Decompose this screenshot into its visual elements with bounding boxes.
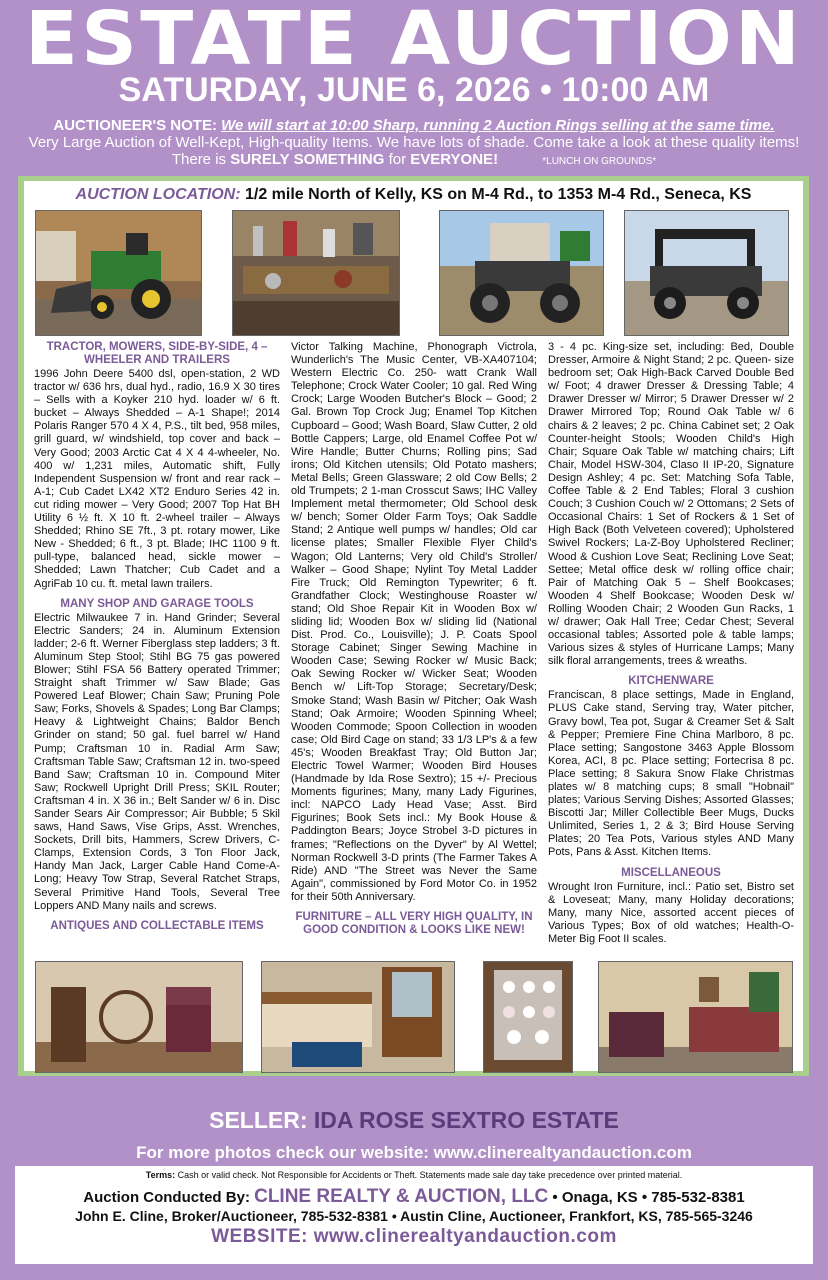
tractor-heading: TRACTOR, MOWERS, SIDE-BY-SIDE, 4 – WHEELER AND TRAILERS (46, 341, 268, 366)
location-text: 1/2 mile North of Kelly, KS on M-4 Rd., to 1353 M-4 Rd., Seneca, KS (244, 186, 752, 203)
misc-text: Wrought Iron Furniture, incl.: Patio set, Bistro set & Loveseat; Many, many Holiday decorations; Many, many Nice, assorted accent pieces of Various Types; Box of old watches; Health-O-Meter Big Foot II scales. (548, 880, 794, 945)
seller-name: IDA ROSE SEXTRO ESTATE (313, 1107, 619, 1133)
photo-living-room (598, 961, 793, 1073)
seller (0, 1107, 828, 1134)
photo-side-by-side (624, 210, 789, 336)
location-label: AUCTION LOCATION: (75, 186, 241, 203)
photo-antiques (35, 961, 243, 1073)
content-panel (24, 181, 803, 1071)
note-body: Very Large Auction of Well-Kept, High-quality Items. We have lots of shade. Come take a look at these quality items! There is (28, 134, 800, 168)
shop-text: Electric Milwaukee 7 in. Hand Grinder; Several Electric Sanders; 24 in. Aluminum Extension ladder; 2-6 ft. Werner Fiberglass step ladders; 3 ft. Aluminum Step Stool; Stihl BG 75 gas powered Blower; Stihl FSA 56 Battery operated Trimmer; Straight shaft Trimmer w/ Saw Blade; Gas Powered Leaf Blower; Chain Saw; Pruning Pole Saw; Forks, Shovels & Spades; Long Bar Clamps; Heavy & Lightweight Chains; Baldor Bench Grinder on stand; 50 gal. fuel barrel w/ Hand Pump; Craftsman 10 in. Radial Arm Saw; Craftsman Table Saw; Craftsman 12 in. two-speed Band Saw; Craftsman 10 in. Compound Miter Saw; Rockwell Upright Drill Press; SKIL Router; Craftsman 4 in. X 36 in.; Belt Sander w/ 6 in. Disc Sander Sears Air Compressor; Air Bubble; 5 Skil saws, Hand Saws, Vise Grips, Asst. Wrenches, Sockets, Drill bits, Hammers, Screw Drivers, C-Clamps, Extension Cords, 3 Ton Floor Jack, Handy Man Jack, Larger Cable Hand Come-A-Long; Heavy Tow Strap, Several Ratchet Straps, Several Primitive Hand Tools, Several Tree Loppers AND Many nails and screws. (34, 611, 280, 912)
listing-columns (34, 341, 794, 953)
note-everyone: EVERYONE! (410, 151, 499, 168)
company-contact: • Onaga, KS • 785-532-8381 (552, 1189, 745, 1206)
note-for: for (388, 151, 407, 168)
photo-bedroom-set (261, 961, 455, 1073)
terms-text: Cash or valid check. Not Responsible for Accidents or Theft. Statements made sale day take precedence over printed material. (177, 1170, 683, 1180)
flyer-title: ESTATE AUCTION (24, 0, 804, 82)
note-underlined: We will start at 10:00 Sharp, running 2 Auction Rings selling at the same time. (221, 117, 775, 134)
footer-panel (15, 1166, 813, 1264)
company-name: CLINE REALTY & AUCTION, LLC (254, 1186, 549, 1207)
antiques-heading: ANTIQUES AND COLLECTABLE ITEMS (50, 919, 264, 932)
brokers: John E. Cline, Broker/Auctioneer, 785-532-8381 • Austin Cline, Auctioneer, Frankfort, KS, 785-565-3246 (75, 1208, 753, 1224)
auction-location (24, 185, 803, 205)
conducted-by (15, 1186, 813, 1208)
furniture-text: 3 - 4 pc. King-size set, including: Bed, Double Dresser, Armoire & Night Stand; 2 pc. Queen- size bedroom set; Oak High-Back Carved Double Bed w/ Foot; 4 drawer Dresser & Dressing Table; 4 Drawer Dresser w/ Mirror; 5 Drawer Dresser w/ 2 Drawer Mirrored Top; Round Oak Table w/ 6 chairs & 2 leaves; 2 pc. China Cabinet set; 2 Oak Counter-height Stools; Wooden Child's High Chair; Square Oak Table w/ matching chairs; Lift Chair, Model HSW-304, Claso II IP-20, Signature Design Ashley; 4 pc. Set: Matching Sofa Table, Coffee Table & 2 End Tables; Floral 3 cushion Couch; 3 Cushion Couch w/ 2 Ottomans; 2 Sets of Occasional Chairs: 1 Set of Rockers & 1 Set of High Back (Both Velveteen covered); Upholstered Swivel Rockers; La-Z-Boy Upholstered Recliner; Wood & Cushion Love Seat; Reclining Love Seat; Settee; Metal office desk w/ rolling office chair; Pair of Matching Oak 5 – Shelf Bookcases; Wooden 4 Shelf Bookcase; Wooden Desk w/ Rolling Wooden Chair; 2 Wooden Gun Racks, 1 w/ drawer; Oak Hall Tree; Cedar Chest; Several occasional tables; Assorted pole & table lamps; Various sizes & styles of Hurricane Lamps; Many silk floral arrangements, trees & wreaths. (548, 341, 794, 668)
photo-tractor (35, 210, 202, 336)
column-2 (291, 341, 537, 938)
seller-label: SELLER: (209, 1107, 308, 1133)
auctioneer-note (20, 117, 808, 170)
photos-link-text: For more photos check our website: www.clinerealtyandauction.com (136, 1143, 692, 1162)
misc-heading: MISCELLANEOUS (621, 866, 721, 879)
shop-heading: MANY SHOP AND GARAGE TOOLS (60, 597, 254, 610)
terms-label: Terms: (145, 1170, 176, 1180)
photo-china-cabinet (483, 961, 573, 1073)
conducted-label: Auction Conducted By: (83, 1189, 250, 1206)
column-1 (34, 341, 280, 934)
auction-date: SATURDAY, JUNE 6, 2026 • 10:00 AM (118, 71, 710, 109)
content-frame (18, 176, 809, 1076)
note-strong: SURELY SOMETHING (230, 151, 385, 168)
antiques-text: Victor Talking Machine, Phonograph Victrola, Wunderlich's The Music Center, VB-XA407104; Western Electric Co. 250- watt Crank Wall Telephone; Crock Water Cooler; 10 gal. Red Wing Crock; Large Wooden Butcher's Block – Good; 2 Gal. Brown Top Crock Jug; Enamel Top Kitchen Cupboard – Good; Wash Board, Slaw Cutter, 2 old Bottle Cappers; Large, old Enamel Coffee Pot w/ Wire Handle; Butter Churns; Rolling pins; Sad irons; Old Kitchen utensils; Old Potato mashers; Metal Bells; Green Glassware; 2 old Cow Bells; 2 old Trumpets; 2 1-man Crosscut Saws; IHC Valley Implement metal thermometer; Old School desk w/ bench; Somer Older Farm Toys; Oak Saddle Stand; 2 Antique well pumps w/ handles; Old car license plates; Smaller Flexible Flyer Child's Wagon; Old Lanterns; Very old Child's Stroller/ Walker – Good Shape; Nylint Toy Metal Ladder Fire Truck; Old Remington Typewriter; 6 ft. Grandfather Clock; Westinghouse Roaster w/ stand; Old Shoe Repair Kit in Wooden Box w/ sliding lid; Wooden Box w/ sliding lid (National Dist. Prod. Co., Louisville); J. P. Coats Spool Storage Cabinet; Singer Sewing Machine in Wooden Case; Sewing Rocker w/ Music Back; Oak Sewing Rocker w/ Wicker Seat; Wooden Bench w/ Lift-Top Storage; Secretary/Desk; Smoke Stand; Wash Basin w/ Pitcher; Oak Wash Stand; Oak Armoire; Wooden Spinning Wheel; Wooden Commode; Spoon Collection in wooden case; Old Bird Cage on stand; 33 1/3 LP's & a few 45's; Wooden Breakfast Tray; Old Button Jar; Electric Towel Warmer; Wooden Bird Houses (Handmade by Ida Rose Sextro); 15 +/- Precious Moments figurines; Many, many Lady Figurines, incl: NAPCO Lady Head Vase; Asst. Bird Figurines; Book Sets incl.: My Book House & Paddington Bears; Joyce Strobel 3-D pictures in frames; "Reflections on the Dyver" by Al Wettel; Norman Rockwell 3-D prints (The Farmer Takes A Ride) AND "The Street was Never the Same Again", commissioned by Ford Motor Co. in 1952 for their 50th Anniversary. (291, 341, 538, 903)
terms (15, 1170, 813, 1180)
photo-four-wheeler (439, 210, 604, 336)
photo-shop-tools (232, 210, 400, 336)
column-3 (548, 341, 794, 946)
furniture-heading: FURNITURE – ALL VERY HIGH QUALITY, IN GOOD CONDITION & LOOKS LIKE NEW! (295, 911, 533, 937)
note-label: AUCTIONEER'S NOTE: (53, 117, 217, 134)
tractor-text: 1996 John Deere 5400 dsl, open-station, 2 WD tractor w/ 636 hrs, dual hyd., radio, 16.9 X 30 tires – Sells with a Koyker 210 hyd. loader w/ 6 ft. bucket – Always Shedded – A-1 Shape!; 2014 Polaris Ranger 570 4 X 4, P.S., tilt bed, 958 miles, grill guard, w/ windshield, top cover and back – Very Good; 2003 Arctic Cat 4 X 4 4-wheeler, No. 400 w/ 1,231 miles, Automatic shift, Fully Independent Suspension w/ front and rear rack – A-1; Cub Cadet LX42 XT2 Enduro Series 42 in. cut riding mower – Very Good; 2007 Top Hat BH Utility 6 ½ ft. X 10 ft. 2-wheel trailer – Always Shedded; Rhino SE 7ft., 3 pt. rotary mower, Like New - Shedded; 6 ft., 3 pt. Blade; IHC 1100 9 ft. pull-type, balanced head, sickle mower – Shedded; Lawn Thatcher; Cub Cadet and a AgriFab 10 cu. ft. metal lawn trailers. (34, 368, 280, 590)
kitchen-heading: KITCHENWARE (628, 675, 714, 688)
note-lunch: *LUNCH ON GROUNDS* (542, 156, 657, 167)
kitchen-text: Franciscan, 8 place settings, Made in England, PLUS Cake stand, Serving tray, Water pitcher, Gravy bowl, Tea pot, Sugar & Creamer Set & Salt & Pepper; Premiere Fine China Marlboro, 8 pc. Place setting; Sangostone 3463 Apple Blossom Korea, ACI, 8 pc. Place setting; Fortecrisa 8 pc. Place setting; 8 Sakura Snow Flake Christmas plates w/ 8 matching cups; 8 small "Hobnail" plates; Various Serving Dishes; Assorted Glasses; Biscotti Jar; Miller Collectible Beer Mugs, Ducks Unlimited, Series 1, 2 & 3; Bird House Serving Plates; 20 Tea Pots, Various styles AND Many Pots, Pans & Asst. Kitchen Items. (548, 689, 794, 859)
website-text: WEBSITE: www.clinerealtyandauction.com (211, 1226, 617, 1247)
